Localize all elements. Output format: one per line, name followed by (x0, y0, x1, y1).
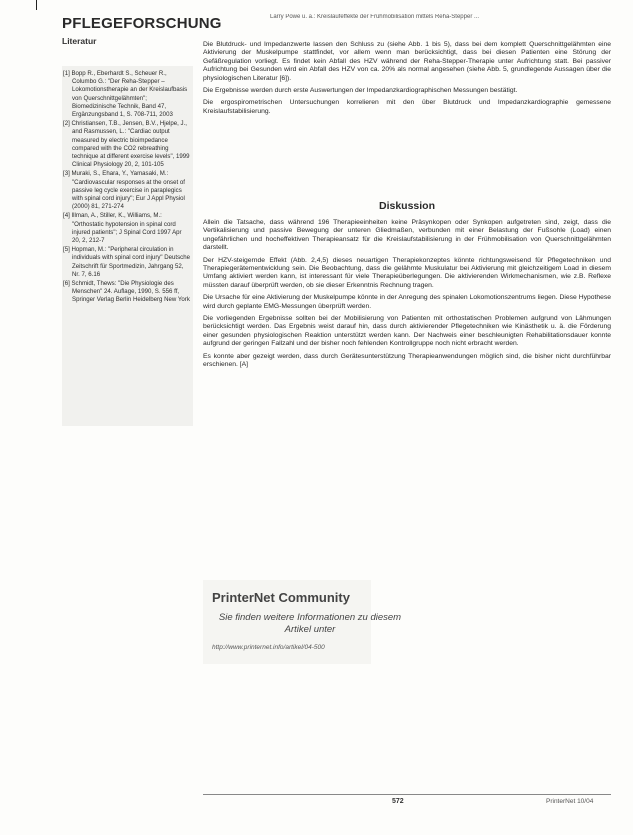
journal-title: PFLEGEFORSCHUNG (62, 15, 222, 32)
body-paragraph: Die Ergebnisse werden durch erste Auswertungen der Impedanzkardiographischen Messungen bestätigt. (203, 87, 518, 95)
body-paragraph: Die Ursache für eine Aktivierung der Muskelpumpe könnte in der Anregung des spinalen Lokomotionszentrums liegen. Diese Hypothese wird durch geplante EMG-Messungen überprüft werden. (203, 294, 611, 310)
reference-item: [1] Bopp R., Eberhardt S., Scheuer R., Columbo G.: "Der Reha-Stepper – Lokomotionstherapie an der Kreislaufbasis von Querschnittgelähmten"; Biomedizinische Technik, Band 47, Ergänzungsband 1, S. 708-711, 2003 (63, 70, 188, 119)
body-paragraph: Der HZV-steigernde Effekt (Abb. 2,4,5) dieses neuartigen Therapiekonzeptes könnte richtungsweisend für Pflegetechniken und Therapiegerätementwicklung sein. Die Beobachtung, dass die gelähmte Muskulatur bei Aktivierung mit gleichzeitigem Load in diesem Umfang aktiviert werden kann, ist interessant für viele Therapieüberlegungen. Die aktivierenden Wirkmechanismen, wie z.B. Reflexe müssten darauf überprüft werden, ob sie dieser Erkenntnis Rechnung tragen. (203, 256, 611, 289)
body-paragraph: Die ergospirometrischen Untersuchungen korrelieren mit den über Blutdruck und Impedanzkardiographie gemessene Kreislaufstabilisierung. (203, 99, 611, 115)
reference-list (63, 70, 191, 306)
promo-url-link[interactable]: http://www.printernet.info/artikel/04-500 (212, 644, 325, 651)
page-number: 572 (392, 798, 404, 805)
footer-rule (203, 794, 611, 795)
discussion-text (203, 219, 611, 374)
reference-item: [5] Hopman, M.: "Peripheral circulation in individuals with spinal cord injury" Deutsche Zeitschrift für Sportmedizin, Jahrgang 52, Nr. 7, 6.16 (63, 246, 191, 278)
results-text (203, 41, 611, 120)
issue-label: PrinterNet 10/04 (546, 798, 594, 805)
reference-item: [2] Christiansen, T.B., Jensen, B.V., Hjelpe, J., and Rasmussen, L.: "Cardiac output measured by electric bioimpedance compared with the CO2 rebreathing technique at different exercise levels", 1999 Clinical Physiology 20, 2, 101-105 (63, 120, 190, 169)
body-paragraph: Die Blutdruck- und Impedanzwerte lassen den Schluss zu (siehe Abb. 1 bis 5), dass bei dem komplett Querschnittgelähmten eine Aktivierung der Muskelpumpe stattfindet, vor allem wenn man berücksichtigt, dass bei diesen Patienten eine Störung der Gefäßregulation vorliegt. Es findet kein Abfall des HZV während der Reha-Stepper-Therapie unter Aufrichtung statt. Bei passiver Aufrichtung bei Gesunden wird ein Abfall des HZV von ca. 20% als normal angesehen (siehe Abb. 5, grundlegende Aussagen über die physiologischen Literatur [6]). (203, 41, 611, 82)
discussion-heading: Diskussion (378, 200, 436, 212)
body-paragraph: Die vorliegenden Ergebnisse sollten bei der Mobilisierung von Patienten mit orthostatischen Problemen aufgrund von Lähmungen berücksichtigt werden. Das Ergebnis weist darauf hin, dass durch aktivierender Pflegetechniken wie Kinästhetik u. ä. die Förderung einer gesunden physiologischen Reaktion unterstützt werden kann. Der Nachweis einer beschleunigten Rehabilitationsdauer konnte aufgrund der geringen Fallzahl und der bisher noch fehlenden Kontrollgruppe noch nicht erbracht werden. (203, 315, 611, 348)
running-head: Larry Powe u. a.: Kreislaufeffekte der Frühmobilisation mittels Reha-Stepper ... (270, 14, 479, 20)
margin-line (36, 0, 37, 10)
masthead (62, 15, 222, 46)
body-paragraph: Es konnte aber gezeigt werden, dass durch Gerätesunterstützung Therapieanwendungen möglich sind, die bisher nicht durchführbar erschienen. [A] (203, 352, 611, 369)
reference-item: [4] Illman, A., Stiller, K., Williams, M.: "Orthostatic hypotension in spinal cord injured patients"; J Spinal Cord 1997 Apr 20, 2, 212-7 (63, 212, 182, 245)
body-paragraph: Allein die Tatsache, dass während 196 Therapieeinheiten keine Präsynkopen oder Synkopen aufgetreten sind, zeigt, dass die Vertikalisierung und passive Bewegung der unteren Gliedmaßen, verbunden mit einer Belastung der Fußsohle (Load) einen ungefährlichen und hocheffektiven Therapieansatz für die Kreislaufstabilisierung in der Frühmobilisation von Querschnittgelähmten darstellt. (203, 219, 611, 252)
section-label: Literatur (62, 36, 97, 46)
reference-item: [6] Schmidt, Thews: "Die Physiologie des Menschen" 24. Auflage, 1990, S. 556 ff, Springer Verlag Berlin Heidelberg New York (63, 280, 190, 304)
promo-title: PrinterNet Community (212, 590, 350, 605)
promo-subtitle: Sie finden weitere Informationen zu diesem Artikel unter (218, 612, 402, 635)
reference-item: [3] Muraki, S., Ehara, Y., Yamasaki, M.: "Cardiovascular responses at the onset of passive leg cycle exercise in paraplegics with spinal cord injury"; Eur J Appl Physiol (2000) 81, 271-274 (63, 170, 185, 211)
